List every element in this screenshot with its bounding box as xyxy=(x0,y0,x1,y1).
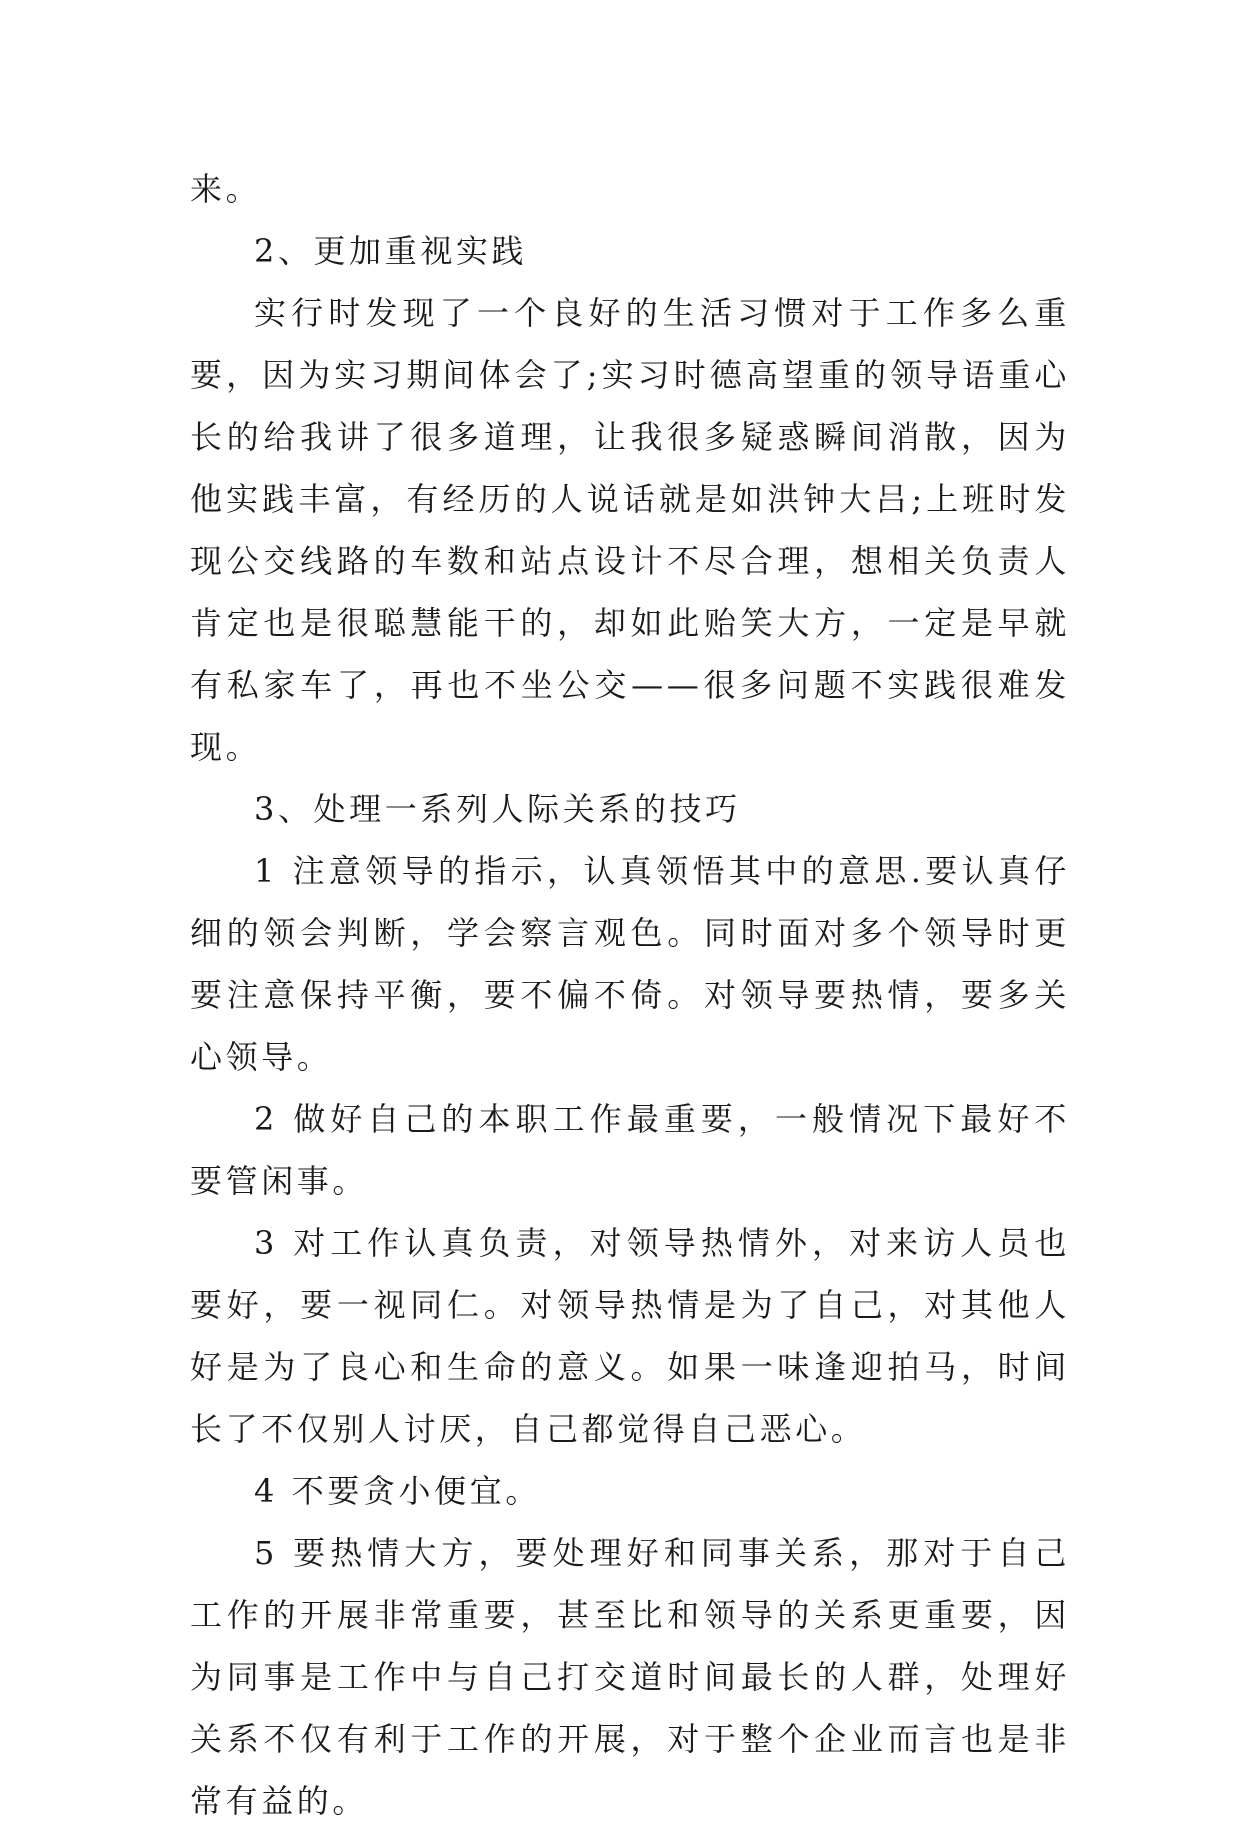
paragraph-continuation: 来。 xyxy=(190,170,262,208)
paragraph-item-1: 1 注意领导的指示，认真领悟其中的意思.要认真仔细的领会判断，学会察言观色。同时面对多个领导时更要注意保持平衡，要不偏不倚。对领导要热情，要多关心领导。 xyxy=(190,852,1070,1076)
document-body xyxy=(190,158,1070,1832)
paragraph-item-4: 4 不要贪小便宜。 xyxy=(254,1472,541,1510)
paragraph-item-5: 5 要热情大方，要处理好和同事关系，那对于自己工作的开展非常重要，甚至比和领导的关系更重要，因为同事是工作中与自己打交道时间最长的人群，处理好关系不仅有利于工作的开展，对于整个企业而言也是非常有益的。 xyxy=(190,1534,1070,1820)
paragraph-practice: 实行时发现了一个良好的生活习惯对于工作多么重要，因为实习期间体会了;实习时德高望重的领导语重心长的给我讲了很多道理，让我很多疑惑瞬间消散，因为他实践丰富，有经历的人说话就是如洪钟大吕;上班时发现公交线路的车数和站点设计不尽合理，想相关负责人肯定也是很聪慧能干的，却如此贻笑大方，一定是早就有私家车了，再也不坐公交——很多问题不实践很难发现。 xyxy=(190,294,1070,766)
paragraph-item-2: 2 做好自己的本职工作最重要，一般情况下最好不要管闲事。 xyxy=(190,1100,1070,1200)
paragraph-item-3: 3 对工作认真负责，对领导热情外，对来访人员也要好，要一视同仁。对领导热情是为了自己，对其他人好是为了良心和生命的意义。如果一味逢迎拍马，时间长了不仅别人讨厌，自己都觉得自己恶心。 xyxy=(190,1224,1070,1448)
section-heading-relationships: 3、处理一系列人际关系的技巧 xyxy=(254,790,741,828)
section-heading-practice: 2、更加重视实践 xyxy=(254,232,528,270)
